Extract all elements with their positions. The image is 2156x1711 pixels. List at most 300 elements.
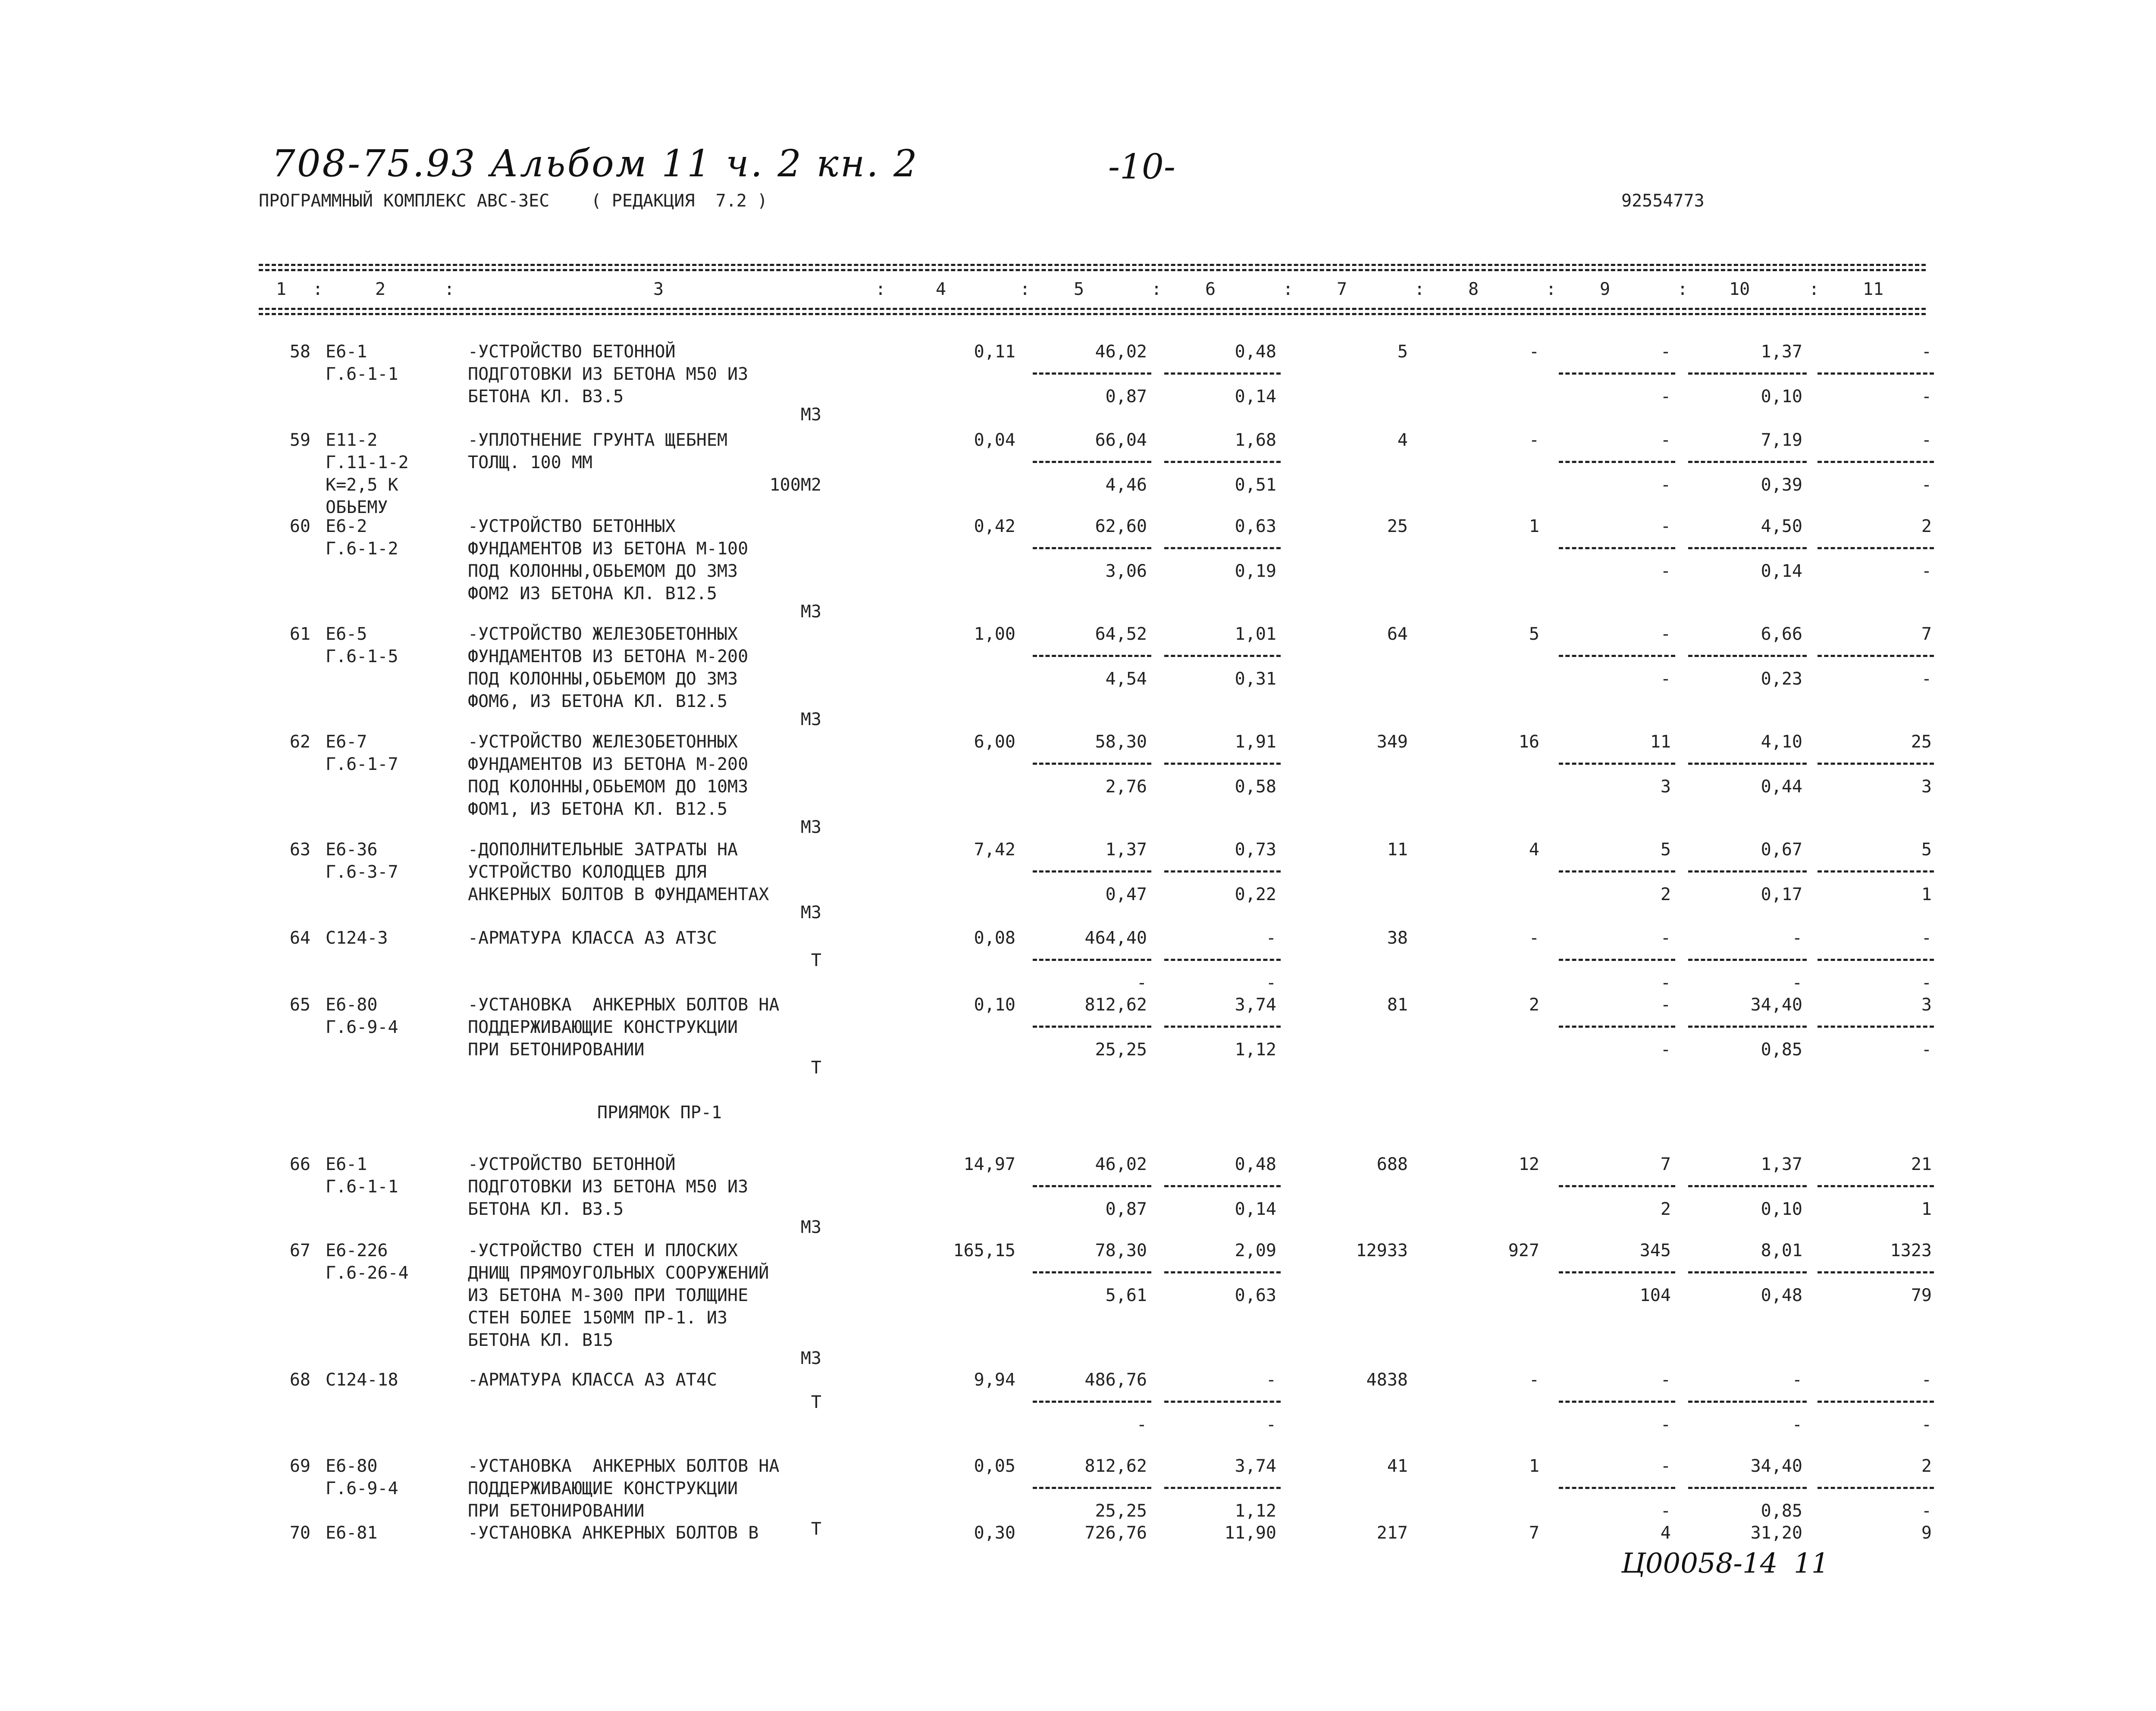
fraction-rule [1559,1185,1675,1187]
cell-c8: - [1529,928,1539,948]
cell-c11: 9 [1921,1523,1932,1543]
cell-c6: 3,74 [1235,1456,1276,1476]
fraction-rule [1688,763,1807,765]
row-description: АНКЕРНЫХ БОЛТОВ В ФУНДАМЕНТАХ [468,885,769,904]
cell-c6: 0,73 [1235,840,1276,860]
cell-c9-lower: 104 [1639,1286,1671,1305]
fraction-rule [1559,1401,1675,1403]
cell-c6: - [1266,928,1276,948]
cell-c4: 9,94 [974,1370,1015,1390]
cell-c9-lower: - [1660,973,1671,993]
fraction-rule [1688,870,1807,873]
table-top-rule [259,264,1926,266]
cell-c8: - [1529,430,1539,450]
cell-c7: 5 [1397,342,1408,362]
cell-c11: 3 [1921,995,1932,1015]
cell-c11-lower: - [1921,669,1932,689]
cell-c6: 2,09 [1235,1241,1276,1261]
row-description: ПОДДЕРЖИВАЮЩИЕ КОНСТРУКЦИИ [468,1017,738,1037]
cell-c8: 1 [1529,516,1539,536]
cell-c5: 726,76 [1084,1523,1147,1543]
row-code: С124-18 [326,1370,398,1390]
row-code: Е6-80 [326,995,378,1015]
fraction-rule [1033,870,1151,873]
fraction-rule [1033,372,1151,375]
column-separator: : [1546,279,1557,299]
cell-c7: 12933 [1356,1241,1408,1261]
cell-c4: 0,11 [974,342,1015,362]
cell-c5-lower: 0,87 [1105,387,1147,407]
row-unit: М3 [800,1348,821,1368]
fraction-rule [1688,1271,1807,1273]
row-number: 60 [289,516,310,536]
row-description: ПРИ БЕТОНИРОВАНИИ [468,1040,645,1060]
cell-c10-lower: - [1792,1415,1802,1435]
cell-c11-lower: 1 [1921,885,1932,904]
row-code: Е6-226 [326,1241,388,1261]
cell-c9-lower: 3 [1660,777,1671,797]
row-description: БЕТОНА КЛ. В3.5 [468,387,624,407]
row-description: -УСТАНОВКА АНКЕРНЫХ БОЛТОВ НА [468,995,780,1015]
fraction-rule [1033,763,1151,765]
section-title: ПРИЯМОК ПР-1 [597,1103,722,1123]
cell-c5-lower: 0,87 [1105,1199,1147,1219]
fraction-rule [1164,1185,1281,1187]
cell-c11: 21 [1911,1154,1932,1174]
column-separator: : [1283,279,1294,299]
row-description: ФОМ6, ИЗ БЕТОНА КЛ. В12.5 [468,691,728,711]
row-code: Г.6-9-4 [326,1479,398,1498]
cell-c4: 6,00 [974,732,1015,752]
table-top-rule-2 [259,269,1926,271]
cell-c10: 6,66 [1761,624,1802,644]
fraction-rule [1818,959,1934,961]
row-description: БЕТОНА КЛ. В15 [468,1330,614,1350]
column-header-6: 6 [1205,279,1216,299]
cell-c11: 25 [1911,732,1932,752]
cell-c11: - [1921,430,1932,450]
handwritten-sheet: 11 [1794,1548,1829,1580]
cell-c4: 0,30 [974,1523,1015,1543]
fraction-rule [1033,959,1151,961]
fraction-rule [1559,372,1675,375]
fraction-rule [1033,655,1151,657]
cell-c5-lower: 25,25 [1095,1040,1147,1060]
cell-c10: 31,20 [1750,1523,1802,1543]
cell-c4: 1,00 [974,624,1015,644]
cell-c5: 46,02 [1095,342,1147,362]
row-description: ИЗ БЕТОНА М-300 ПРИ ТОЛЩИНЕ [468,1286,749,1305]
cell-c9-lower: 2 [1660,885,1671,904]
row-code: Е6-2 [326,516,367,536]
row-description: ДНИЩ ПРЯМОУГОЛЬНЫХ СООРУЖЕНИЙ [468,1263,769,1283]
row-number: 61 [289,624,310,644]
cell-c4: 0,42 [974,516,1015,536]
fraction-rule [1818,1487,1934,1489]
fraction-rule [1033,547,1151,549]
cell-c10: 4,50 [1761,516,1802,536]
cell-c8: 927 [1508,1241,1539,1261]
column-header-2: 2 [375,279,386,299]
cell-c11-lower: 3 [1921,777,1932,797]
cell-c9-lower: - [1660,387,1671,407]
column-separator: : [1151,279,1162,299]
cell-c5-lower: 4,46 [1105,475,1147,495]
cell-c10-lower: 0,14 [1761,561,1802,581]
fraction-rule [1164,1487,1281,1489]
row-unit: М3 [800,1217,821,1237]
fraction-rule [1164,461,1281,463]
cell-c11-lower: - [1921,1415,1932,1435]
cell-c5: 58,30 [1095,732,1147,752]
cell-c6: 0,63 [1235,516,1276,536]
row-description: -ДОПОЛНИТЕЛЬНЫЕ ЗАТРАТЫ НА [468,840,738,860]
row-code: Е6-1 [326,342,367,362]
cell-c9: - [1660,995,1671,1015]
row-number: 68 [289,1370,310,1390]
fraction-rule [1559,1271,1675,1273]
fraction-rule [1164,763,1281,765]
cell-c9: - [1660,342,1671,362]
row-code: Е6-5 [326,624,367,644]
row-description: УСТРОЙСТВО КОЛОДЦЕВ ДЛЯ [468,862,707,882]
row-unit: Т [811,951,821,970]
fraction-rule [1164,870,1281,873]
cell-c9: 345 [1639,1241,1671,1261]
row-description: -УСТАНОВКА АНКЕРНЫХ БОЛТОВ НА [468,1456,780,1476]
fraction-rule [1818,1026,1934,1028]
fraction-rule [1688,1185,1807,1187]
row-description: ПРИ БЕТОНИРОВАНИИ [468,1501,645,1521]
fraction-rule [1818,1271,1934,1273]
cell-c10: 34,40 [1750,995,1802,1015]
cell-c6: 3,74 [1235,995,1276,1015]
column-separator: : [1020,279,1031,299]
fraction-rule [1688,959,1807,961]
cell-c5: 78,30 [1095,1241,1147,1261]
cell-c6-lower: 1,12 [1235,1501,1276,1521]
fraction-rule [1164,1271,1281,1273]
cell-c9-lower: - [1660,1040,1671,1060]
fraction-rule [1164,372,1281,375]
cell-c11: 1323 [1890,1241,1932,1261]
column-header-5: 5 [1074,279,1084,299]
fraction-rule [1818,461,1934,463]
column-header-4: 4 [936,279,946,299]
cell-c9: - [1660,624,1671,644]
cell-c10: 8,01 [1761,1241,1802,1261]
cell-c9-lower: - [1660,669,1671,689]
row-number: 70 [289,1523,310,1543]
row-code: Е6-36 [326,840,378,860]
row-code: Е6-81 [326,1523,378,1543]
fraction-rule [1033,1185,1151,1187]
cell-c10-lower: 0,10 [1761,1199,1802,1219]
cell-c10: 0,67 [1761,840,1802,860]
fraction-rule [1559,959,1675,961]
cell-c10-lower: 0,17 [1761,885,1802,904]
cell-c4: 0,10 [974,995,1015,1015]
cell-c10: 1,37 [1761,342,1802,362]
cell-c6-lower: 0,51 [1235,475,1276,495]
cell-c5-lower: 4,54 [1105,669,1147,689]
fraction-rule [1559,1026,1675,1028]
cell-c5-lower: - [1136,973,1147,993]
cell-c10-lower: 0,85 [1761,1040,1802,1060]
cell-c6-lower: 1,12 [1235,1040,1276,1060]
cell-c11-lower: - [1921,973,1932,993]
column-separator: : [313,279,323,299]
cell-c10: 7,19 [1761,430,1802,450]
cell-c6-lower: - [1266,973,1276,993]
fraction-rule [1818,655,1934,657]
cell-c4: 0,08 [974,928,1015,948]
row-code: Г.6-1-2 [326,539,398,559]
fraction-rule [1818,547,1934,549]
row-number: 69 [289,1456,310,1476]
row-unit: 100М2 [769,475,821,495]
fraction-rule [1164,655,1281,657]
row-description: ФУНДАМЕНТОВ ИЗ БЕТОНА М-200 [468,754,749,774]
cell-c7: 4838 [1366,1370,1408,1390]
row-description: -УСТРОЙСТВО СТЕН И ПЛОСКИХ [468,1241,738,1261]
cell-c6: 1,01 [1235,624,1276,644]
row-description: -УСТРОЙСТВО ЖЕЛЕЗОБЕТОННЫХ [468,732,738,752]
row-description: ФУНДАМЕНТОВ ИЗ БЕТОНА М-100 [468,539,749,559]
cell-c5: 1,37 [1105,840,1147,860]
cell-c11-lower: - [1921,561,1932,581]
cell-c5-lower: - [1136,1415,1147,1435]
row-description: ФОМ1, ИЗ БЕТОНА КЛ. В12.5 [468,799,728,819]
cell-c5: 64,52 [1095,624,1147,644]
column-header-9: 9 [1600,279,1611,299]
row-number: 58 [289,342,310,362]
row-description: -УСТРОЙСТВО БЕТОННОЙ [468,1154,676,1174]
row-description: ФУНДАМЕНТОВ ИЗ БЕТОНА М-200 [468,647,749,666]
cell-c11: 2 [1921,1456,1932,1476]
fraction-rule [1688,1026,1807,1028]
cell-c6: 1,91 [1235,732,1276,752]
cell-c7: 11 [1387,840,1408,860]
cell-c6-lower: 0,14 [1235,1199,1276,1219]
row-description: ПОДГОТОВКИ ИЗ БЕТОНА М50 ИЗ [468,1177,749,1197]
row-description: ТОЛЩ. 100 ММ [468,453,592,472]
fraction-rule [1688,655,1807,657]
cell-c8: 7 [1529,1523,1539,1543]
row-number: 67 [289,1241,310,1261]
cell-c6: - [1266,1370,1276,1390]
row-description: -УСТРОЙСТВО БЕТОННОЙ [468,342,676,362]
row-description: ПОД КОЛОННЫ,ОБЬЕМОМ ДО 3М3 [468,561,738,581]
cell-c10-lower: 0,39 [1761,475,1802,495]
cell-c6-lower: 0,19 [1235,561,1276,581]
cell-c5: 812,62 [1084,1456,1147,1476]
cell-c9: - [1660,1456,1671,1476]
fraction-rule [1688,372,1807,375]
fraction-rule [1559,763,1675,765]
cell-c6: 11,90 [1224,1523,1276,1543]
row-number: 63 [289,840,310,860]
cell-c4: 14,97 [963,1154,1015,1174]
column-header-3: 3 [653,279,664,299]
row-description: ПОДГОТОВКИ ИЗ БЕТОНА М50 ИЗ [468,364,749,384]
cell-c10-lower: 0,85 [1761,1501,1802,1521]
cell-c7: 349 [1376,732,1408,752]
cell-c11: - [1921,928,1932,948]
row-unit: М3 [800,710,821,729]
row-description: БЕТОНА КЛ. В3.5 [468,1199,624,1219]
row-description: ПОДДЕРЖИВАЮЩИЕ КОНСТРУКЦИИ [468,1479,738,1498]
cell-c6: 1,68 [1235,430,1276,450]
handwritten-stamp: Ц00058-14 [1621,1548,1778,1580]
fraction-rule [1818,1185,1934,1187]
cell-c4: 165,15 [953,1241,1015,1261]
row-code: Г.6-1-1 [326,1177,398,1197]
cell-c5: 62,60 [1095,516,1147,536]
cell-c9-lower: - [1660,561,1671,581]
row-code: С124-3 [326,928,388,948]
cell-c10-lower: - [1792,973,1802,993]
table-header-rule-2 [259,313,1926,315]
row-code: Г.6-1-7 [326,754,398,774]
cell-c7: 217 [1376,1523,1408,1543]
row-code: Е6-7 [326,732,367,752]
cell-c11-lower: - [1921,1040,1932,1060]
column-header-8: 8 [1468,279,1479,299]
cell-c5: 464,40 [1084,928,1147,948]
column-header-1: 1 [276,279,287,299]
cell-c4: 0,04 [974,430,1015,450]
fraction-rule [1033,461,1151,463]
cell-c6-lower: 0,14 [1235,387,1276,407]
cell-c8: 5 [1529,624,1539,644]
cell-c11: - [1921,342,1932,362]
row-description: -АРМАТУРА КЛАССА А3 АТ3С [468,928,717,948]
row-code: Е11-2 [326,430,378,450]
cell-c8: - [1529,342,1539,362]
cell-c7: 64 [1387,624,1408,644]
cell-c9: - [1660,430,1671,450]
cell-c8: 1 [1529,1456,1539,1476]
row-description: ФОМ2 ИЗ БЕТОНА КЛ. В12.5 [468,584,717,604]
cell-c5: 486,76 [1084,1370,1147,1390]
fraction-rule [1688,1401,1807,1403]
cell-c9: - [1660,928,1671,948]
cell-c7: 25 [1387,516,1408,536]
cell-c6-lower: - [1266,1415,1276,1435]
row-unit: М3 [800,405,821,425]
fraction-rule [1688,547,1807,549]
row-description: -УСТРОЙСТВО ЖЕЛЕЗОБЕТОННЫХ [468,624,738,644]
cell-c11-lower: - [1921,1501,1932,1521]
cell-c11: 2 [1921,516,1932,536]
cell-c8: 12 [1518,1154,1539,1174]
row-number: 59 [289,430,310,450]
cell-c10: 1,37 [1761,1154,1802,1174]
fraction-rule [1818,763,1934,765]
cell-c9: - [1660,1370,1671,1390]
row-description: СТЕН БОЛЕЕ 150ММ ПР-1. ИЗ [468,1308,728,1328]
cell-c9: 7 [1660,1154,1671,1174]
column-separator: : [1809,279,1820,299]
row-description: ПОД КОЛОННЫ,ОБЬЕМОМ ДО 10М3 [468,777,749,797]
cell-c10: 4,10 [1761,732,1802,752]
cell-c10: - [1792,928,1802,948]
fraction-rule [1559,655,1675,657]
row-description: -УСТАНОВКА АНКЕРНЫХ БОЛТОВ В [468,1523,759,1543]
cell-c5: 66,04 [1095,430,1147,450]
column-header-10: 10 [1729,279,1750,299]
cell-c5: 46,02 [1095,1154,1147,1174]
cell-c10-lower: 0,44 [1761,777,1802,797]
cell-c6-lower: 0,63 [1235,1286,1276,1305]
row-code: Г.6-26-4 [326,1263,409,1283]
cell-c9-lower: - [1660,475,1671,495]
row-description: -УПЛОТНЕНИЕ ГРУНТА ЩЕБНЕМ [468,430,728,450]
fraction-rule [1818,1401,1934,1403]
cell-c6: 0,48 [1235,342,1276,362]
fraction-rule [1818,372,1934,375]
fraction-rule [1033,1487,1151,1489]
cell-c6: 0,48 [1235,1154,1276,1174]
row-description: ПОД КОЛОННЫ,ОБЬЕМОМ ДО 3М3 [468,669,738,689]
column-separator: : [444,279,455,299]
cell-c6-lower: 0,22 [1235,885,1276,904]
fraction-rule [1688,1487,1807,1489]
fraction-rule [1164,1401,1281,1403]
column-separator: : [1414,279,1425,299]
cell-c7: 38 [1387,928,1408,948]
handwritten-title: 708-75.93 Альбом 11 ч. 2 кн. 2 [272,142,919,185]
cell-c7: 4 [1397,430,1408,450]
cell-c10-lower: 0,23 [1761,669,1802,689]
fraction-rule [1818,870,1934,873]
row-code: К=2,5 К [326,475,398,495]
doc-code: 92554773 [1621,191,1705,211]
row-number: 66 [289,1154,310,1174]
fraction-rule [1033,1271,1151,1273]
fraction-rule [1033,1401,1151,1403]
cell-c8: 16 [1518,732,1539,752]
row-unit: М3 [800,903,821,923]
cell-c5: 812,62 [1084,995,1147,1015]
cell-c11-lower: - [1921,387,1932,407]
row-code: Г.6-9-4 [326,1017,398,1037]
cell-c9-lower: - [1660,1501,1671,1521]
row-number: 64 [289,928,310,948]
cell-c10: - [1792,1370,1802,1390]
column-separator: : [1677,279,1688,299]
cell-c7: 688 [1376,1154,1408,1174]
column-header-7: 7 [1337,279,1348,299]
fraction-rule [1559,547,1675,549]
cell-c8: 4 [1529,840,1539,860]
cell-c9: 5 [1660,840,1671,860]
table-header-rule [259,308,1926,310]
cell-c10-lower: 0,10 [1761,387,1802,407]
column-header-11: 11 [1863,279,1884,299]
row-code: Е6-1 [326,1154,367,1174]
cell-c4: 0,05 [974,1456,1015,1476]
cell-c9-lower: 2 [1660,1199,1671,1219]
column-separator: : [875,279,886,299]
row-number: 62 [289,732,310,752]
cell-c11-lower: 79 [1911,1286,1932,1305]
row-number: 65 [289,995,310,1015]
row-description: -АРМАТУРА КЛАССА А3 АТ4С [468,1370,717,1390]
fraction-rule [1559,870,1675,873]
fraction-rule [1164,1026,1281,1028]
